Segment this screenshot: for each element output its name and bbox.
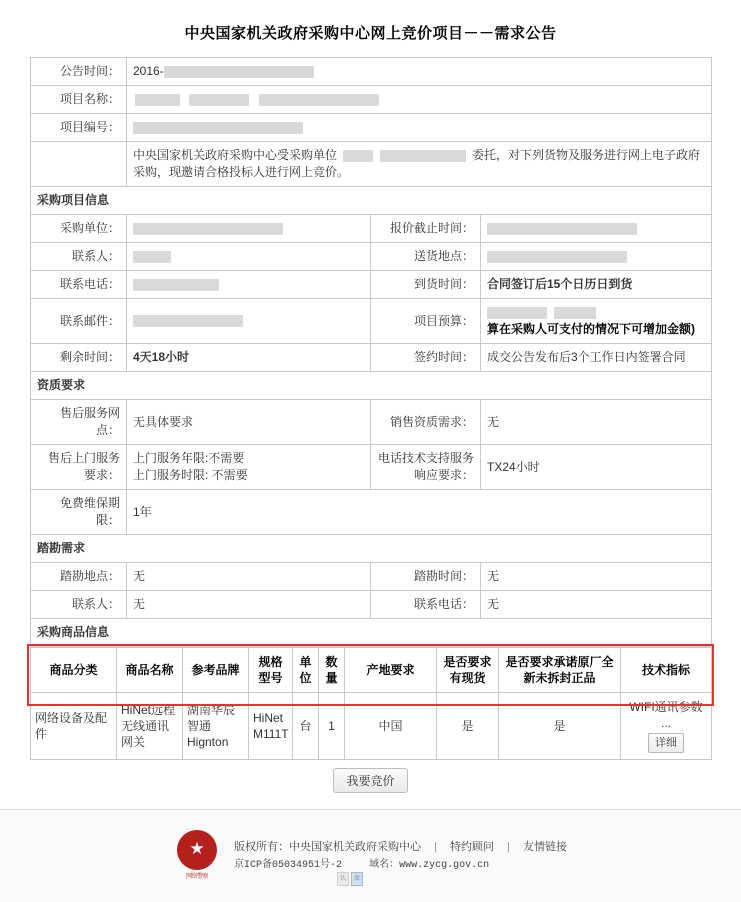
table-row-survey-place: [31, 563, 712, 591]
footer-line-1: [234, 839, 567, 856]
delivery-place-label: 送货地点：: [371, 243, 481, 271]
survey-phone-label: 联系电话：: [371, 591, 481, 619]
section-title-goods-info: 采购商品信息: [31, 619, 712, 647]
col-brand: 参考品牌: [183, 648, 249, 693]
redacted-bar: [343, 150, 373, 162]
redacted-bar: [133, 279, 219, 291]
survey-contact-label: 联系人：: [31, 591, 127, 619]
buyer-value: [127, 215, 371, 243]
table-row-buyer: [31, 215, 712, 243]
table-row-survey-contact: [31, 591, 712, 619]
phone-value: [127, 271, 371, 299]
cell-in-stock: 是: [437, 693, 499, 760]
sales-qual-label: 销售资质需求：: [371, 400, 481, 445]
survey-place-value: 无: [127, 563, 371, 591]
col-original-sealed: 是否要求承诺原厂全新未拆封正品: [499, 648, 621, 693]
spec-text: WIFI通讯参数 ...: [629, 700, 703, 730]
cell-model: HiNet M111T: [249, 693, 293, 760]
page-title: 中央国家机关政府采购中心网上竞价项目－－需求公告: [184, 25, 557, 42]
redacted-bar: [133, 315, 243, 327]
cell-unit: 台: [293, 693, 319, 760]
project-no-value: [127, 114, 712, 142]
contact-value: [127, 243, 371, 271]
email-value: [127, 299, 371, 344]
project-no-label: 项目编号：: [31, 114, 127, 142]
redacted-bar: [259, 94, 379, 106]
redacted-bar: [487, 223, 637, 235]
redacted-bar: [189, 94, 249, 106]
description-value: [127, 142, 712, 187]
tel-support-label: 电话技术支持服务响应要求：: [371, 445, 481, 490]
door-service-year: 上门服务年限:不需要: [133, 451, 245, 465]
cell-qty: 1: [319, 693, 345, 760]
table-row-project-name: [31, 86, 712, 114]
redacted-bar: [487, 251, 627, 263]
survey-contact-value: 无: [127, 591, 371, 619]
footer-icp: 京ICP备05034951号-2: [234, 859, 343, 871]
notice-time-label: 公告时间：: [31, 58, 127, 86]
footer-link-friends[interactable]: 友情链接: [522, 840, 567, 853]
section-purchase-info: [31, 187, 712, 215]
table-row-contact: [31, 243, 712, 271]
notice-table: [30, 57, 712, 647]
footer-inner: [0, 810, 741, 902]
arrival-time-label: 到货时间：: [371, 271, 481, 299]
goods-table-wrapper: [30, 647, 711, 760]
survey-phone-value: 无: [481, 591, 712, 619]
redacted-bar: [380, 150, 466, 162]
col-origin: 产地要求: [345, 648, 437, 693]
phone-label: 联系电话：: [31, 271, 127, 299]
description-middle: 委托，对下列货物及服务进行网上电子政府采购，现邀请合格投标人进行网上竞价。: [133, 148, 701, 179]
section-title-purchase-info: 采购项目信息: [31, 187, 712, 215]
col-model: 规格型号: [249, 648, 293, 693]
survey-time-label: 踏勘时间：: [371, 563, 481, 591]
badge-icon-2[interactable]: 旗: [351, 872, 363, 886]
redacted-bar: [487, 307, 547, 319]
table-row-warranty: [31, 490, 712, 535]
description-prefix: 中央国家机关政府采购中心受采购单位: [133, 148, 338, 162]
redacted-bar: [554, 307, 596, 319]
col-unit: 单位: [293, 648, 319, 693]
sales-qual-value: 无: [481, 400, 712, 445]
redacted-bar: [164, 66, 314, 78]
project-name-value: [127, 86, 712, 114]
delivery-place-value: [481, 243, 712, 271]
seal-circle-icon: [177, 830, 217, 870]
table-row-email: [31, 299, 712, 344]
tel-support-value: TX24小时: [481, 445, 712, 490]
redacted-bar: [133, 122, 303, 134]
col-spec: 技术指标: [621, 648, 712, 693]
cell-spec: [621, 693, 712, 760]
section-goods-info: [31, 619, 712, 647]
remain-value: 4天18小时: [127, 344, 371, 372]
footer-separator: |: [434, 840, 437, 853]
table-row-notice-time: [31, 58, 712, 86]
service-site-value: 无具体要求: [127, 400, 371, 445]
email-label: 联系邮件：: [31, 299, 127, 344]
police-seal-icon: [174, 830, 220, 882]
warranty-value: 1年: [127, 490, 712, 535]
cell-original-sealed: 是: [499, 693, 621, 760]
page-footer: [0, 809, 741, 902]
cell-origin: 中国: [345, 693, 437, 760]
description-label: [31, 142, 127, 187]
col-name: 商品名称: [117, 648, 183, 693]
footer-spacer: [345, 858, 369, 870]
sign-time-label: 签约时间：: [371, 344, 481, 372]
table-row-service-site: [31, 400, 712, 445]
footer-badge-icons: [337, 872, 363, 886]
quote-deadline-label: 报价截止时间：: [371, 215, 481, 243]
goods-table: [30, 647, 712, 760]
door-service-value: [127, 445, 371, 490]
redacted-bar: [133, 223, 283, 235]
cell-category: 网络设备及配件: [31, 693, 117, 760]
footer-separator: |: [507, 840, 510, 853]
bid-button[interactable]: 我要竞价: [333, 768, 407, 793]
footer-domain: 域名：www.zycg.gov.cn: [369, 859, 490, 871]
cell-brand: 湖南华辰智通Hignton: [183, 693, 249, 760]
table-row-project-no: [31, 114, 712, 142]
col-in-stock: 是否要求有现货: [437, 648, 499, 693]
goods-header-row: [31, 648, 712, 693]
notice-time-value: [127, 58, 712, 86]
detail-button[interactable]: 详细: [648, 733, 684, 753]
remain-label: 剩余时间：: [31, 344, 127, 372]
section-title-qualification: 资质要求: [31, 372, 712, 400]
bid-action-bar: [30, 760, 711, 799]
footer-text: [234, 839, 567, 874]
door-service-time: 上门服务时限: 不需要: [133, 468, 248, 482]
warranty-label: 免费维保期限：: [31, 490, 127, 535]
table-row-phone: [31, 271, 712, 299]
survey-time-value: 无: [481, 563, 712, 591]
table-row: [31, 693, 712, 760]
table-row-description: [31, 142, 712, 187]
door-service-label: 售后上门服务要求：: [31, 445, 127, 490]
seal-label: 网络警察: [186, 874, 209, 880]
buyer-label: 采购单位：: [31, 215, 127, 243]
footer-copyright: 版权所有：中央国家机关政府采购中心: [234, 840, 422, 853]
redacted-bar: [133, 251, 171, 263]
col-category: 商品分类: [31, 648, 117, 693]
budget-label: 项目预算：: [371, 299, 481, 344]
survey-place-label: 踏勘地点：: [31, 563, 127, 591]
quote-deadline-value: [481, 215, 712, 243]
col-qty: 数量: [319, 648, 345, 693]
cell-name: HiNet远程无线通讯网关: [117, 693, 183, 760]
budget-note: 算在采购人可支付的情况下可增加金额): [487, 322, 695, 336]
section-title-survey: 踏勘需求: [31, 535, 712, 563]
project-name-label: 项目名称：: [31, 86, 127, 114]
service-site-label: 售后服务网点：: [31, 400, 127, 445]
section-qualification: [31, 372, 712, 400]
content-wrapper: [30, 0, 711, 799]
budget-value: [481, 299, 712, 344]
sign-time-value: 成交公告发布后3个工作日内签署合同: [481, 344, 712, 372]
contact-label: 联系人：: [31, 243, 127, 271]
section-survey: [31, 535, 712, 563]
arrival-time-value: 合同签订后15个日历日到货: [481, 271, 712, 299]
redacted-bar: [135, 94, 180, 106]
notice-time-text: 2016-: [133, 64, 164, 78]
table-row-remain: [31, 344, 712, 372]
footer-line-2: [234, 856, 567, 874]
badge-icon-1[interactable]: 认: [337, 872, 349, 886]
footer-link-advisor[interactable]: 特约顾问: [450, 840, 494, 853]
table-row-door-service: [31, 445, 712, 490]
